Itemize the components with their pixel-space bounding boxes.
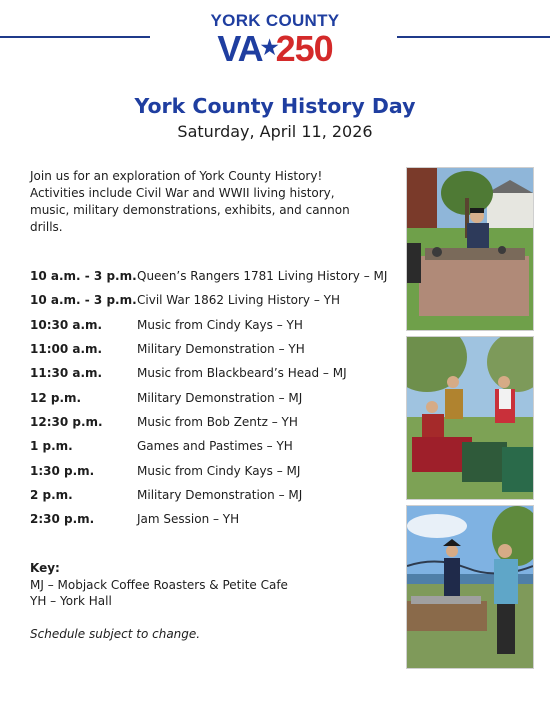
schedule-note: Schedule subject to change. [30, 627, 201, 641]
schedule-time: 10 a.m. - 3 p.m. [30, 269, 137, 284]
key-title: Key: [30, 561, 60, 575]
schedule-time: 11:00 a.m. [30, 342, 103, 357]
schedule-row [30, 507, 387, 531]
york-county-va250-logo [0, 12, 550, 70]
schedule-event: Games and Pastimes – YH [137, 439, 293, 454]
schedule-row [30, 264, 387, 288]
schedule-row [30, 313, 387, 337]
schedule-time: 1 p.m. [30, 439, 73, 454]
logo-county-text: YORK COUNTY [210, 11, 340, 30]
schedule-time: 11:30 a.m. [30, 366, 103, 381]
schedule-row [30, 410, 387, 434]
schedule-event: Civil War 1862 Living History – YH [137, 293, 341, 308]
photo-reenactors [406, 336, 534, 500]
logo-va-text: VA [217, 28, 263, 69]
schedule-event: Music from Cindy Kays – YH [137, 317, 303, 332]
schedule-list [30, 264, 387, 531]
logo-year-text: 250 [275, 28, 333, 69]
schedule-event: Queen’s Rangers 1781 Living History – MJ [137, 269, 388, 284]
schedule-time: 12:30 p.m. [30, 414, 103, 429]
logo-va250 [0, 30, 550, 70]
key-legend [30, 560, 288, 610]
schedule-event: Music from Blackbeard’s Head – MJ [137, 366, 347, 381]
photo-waterfront-demo [406, 505, 534, 669]
photo-living-history-table [406, 167, 534, 331]
schedule-row [30, 434, 387, 458]
schedule-event: Military Demonstration – MJ [137, 390, 303, 405]
page-title: York County History Day [134, 94, 416, 118]
schedule-row [30, 458, 387, 482]
schedule-event: Jam Session – YH [137, 512, 240, 527]
schedule-row [30, 361, 387, 385]
schedule-row [30, 288, 387, 312]
schedule-event: Military Demonstration – YH [137, 342, 305, 357]
event-date: Saturday, April 11, 2026 [177, 122, 373, 141]
intro-paragraph: Join us for an exploration of York County History! Activities include Civil War and WWII living history, music, military demonstrations, exhibits, and cannon drills. [30, 169, 350, 234]
schedule-row [30, 385, 387, 409]
schedule-event: Music from Bob Zentz – YH [137, 414, 298, 429]
schedule-time: 10:30 a.m. [30, 317, 103, 332]
schedule-row [30, 337, 387, 361]
key-item-yh: YH – York Hall [30, 594, 112, 608]
schedule-event: Music from Cindy Kays – MJ [137, 463, 301, 478]
schedule-time: 1:30 p.m. [30, 463, 95, 478]
key-item-mj: MJ – Mobjack Coffee Roasters & Petite Cafe [30, 577, 288, 592]
schedule-event: Military Demonstration – MJ [137, 487, 303, 502]
star-icon: ★ [260, 37, 278, 60]
schedule-time: 2 p.m. [30, 487, 73, 502]
schedule-row [30, 483, 387, 507]
schedule-time: 10 a.m. - 3 p.m. [30, 293, 137, 308]
schedule-time: 2:30 p.m. [30, 512, 95, 527]
schedule-time: 12 p.m. [30, 390, 82, 405]
